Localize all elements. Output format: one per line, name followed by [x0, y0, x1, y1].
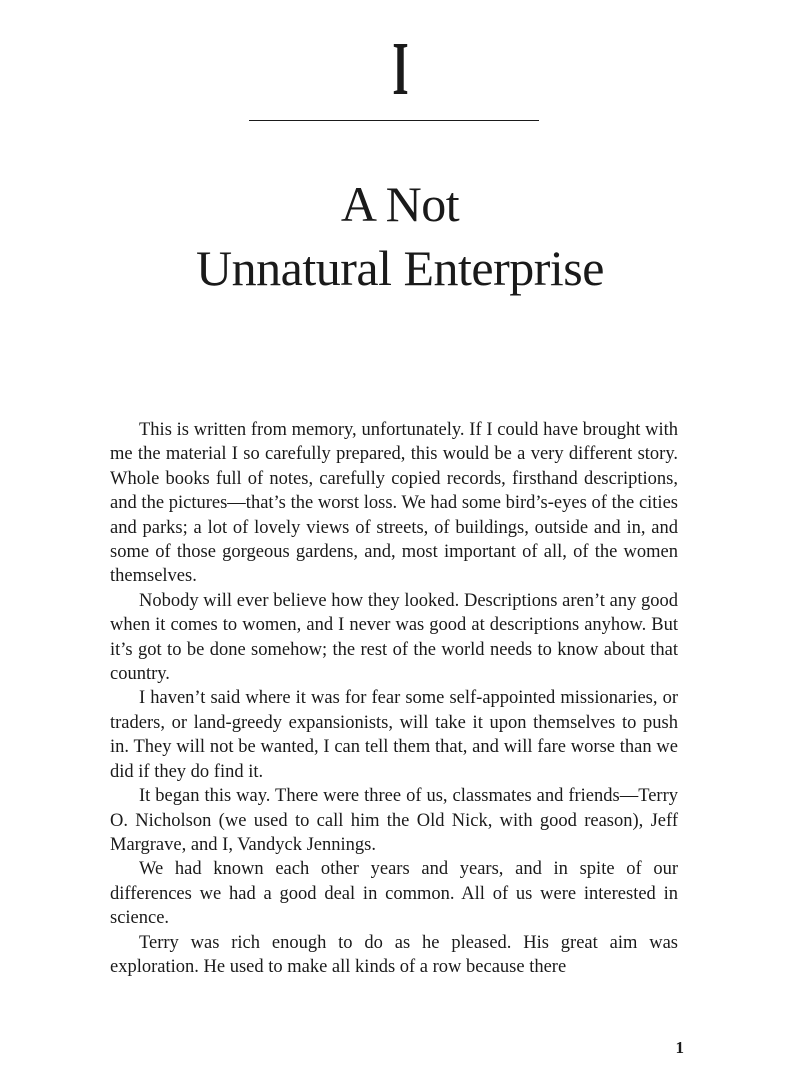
chapter-number: I: [392, 27, 408, 111]
paragraph-3: I haven’t said where it was for fear some self-appointed missionaries, or traders, or land-greedy expansionists, will take it upon themselves to push in. They will not be wanted, I can tell them that, and will fare worse than we did if they do find it.: [110, 688, 678, 782]
paragraph-2: Nobody will ever believe how they looked. Descriptions aren’t any good when it comes to women, and I never was good at descriptions anyhow. But it’s got to be done somehow; the rest of the world needs to know about that country.: [110, 590, 678, 685]
paragraph-5: We had known each other years and years, and in spite of our differences we had a good deal in common. All of us were interested in science.: [110, 859, 678, 929]
chapter-title: [0, 172, 800, 300]
chapter-divider-rule: [249, 120, 539, 121]
paragraph-4: It began this way. There were three of us, classmates and friends—Terry O. Nicholson (we used to call him the Old Nick, with good reason), Jeff Margrave, and I, Vandyck Jennings.: [110, 786, 678, 855]
page-number: 1: [675, 1038, 684, 1057]
body-text: [110, 418, 678, 979]
paragraph-1: This is written from memory, unfortunately. If I could have brought with me the material I so carefully prepared, this would be a very different story. Whole books full of notes, carefully copied records, firsthand descriptions, and the pictures—that’s the worst loss. We had some bird’s-eyes of the cities and parks; a lot of lovely views of streets, of buildings, outside and in, and some of those gorgeous gardens, and, most important of all, of the women themselves.: [110, 420, 678, 587]
chapter-title-line-1: A Not: [340, 176, 460, 232]
chapter-title-line-2: Unnatural Enterprise: [196, 240, 604, 296]
paragraph-6: Terry was rich enough to do as he pleased. His great aim was exploration. He used to make all kinds of a row because there: [110, 932, 678, 977]
